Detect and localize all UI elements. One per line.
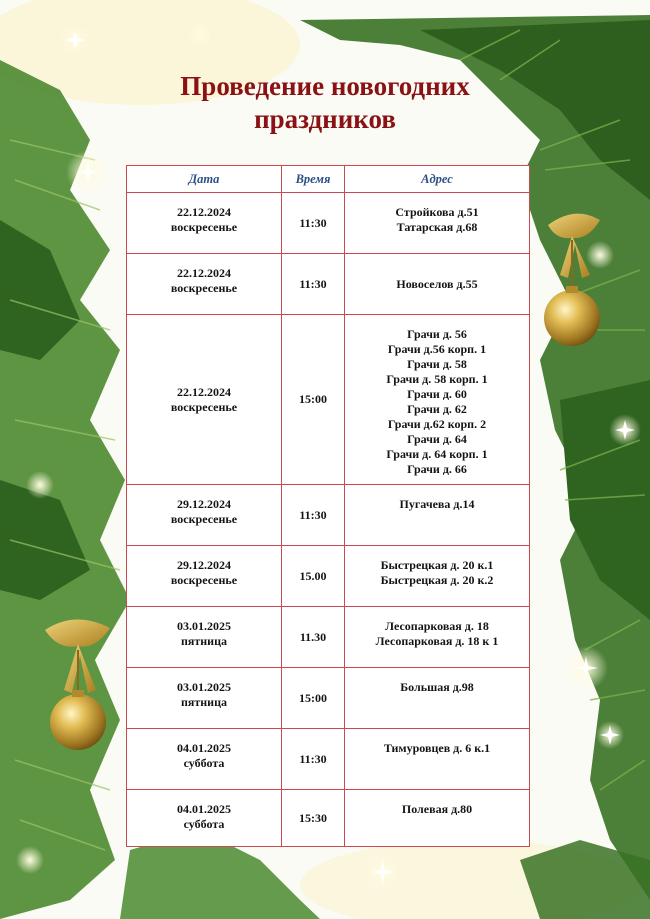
table-row	[127, 668, 530, 729]
date-cell	[127, 790, 282, 847]
time-cell: 11.30	[282, 607, 345, 668]
address-line: Лесопарковая д. 18	[385, 619, 489, 633]
time-cell: 15:30	[282, 790, 345, 847]
date-cell	[127, 193, 282, 254]
time-cell: 11:30	[282, 193, 345, 254]
address-line: Пугачева д.14	[399, 497, 475, 511]
address-cell	[345, 729, 530, 790]
weekday-text: воскресенье	[170, 281, 238, 295]
header-date: Дата	[127, 166, 282, 193]
weekday-text: суббота	[183, 756, 225, 770]
address-cell	[345, 254, 530, 315]
address-line: Грачи д. 66	[407, 462, 467, 476]
date-cell	[127, 668, 282, 729]
title-line-2: праздников	[254, 104, 396, 134]
date-text: 04.01.2025	[177, 802, 231, 816]
date-cell	[127, 546, 282, 607]
table-row	[127, 485, 530, 546]
header-time: Время	[282, 166, 345, 193]
address-cell	[345, 790, 530, 847]
weekday-text: воскресенье	[170, 573, 238, 587]
time-cell: 11:30	[282, 254, 345, 315]
address-line: Грачи д.62 корп. 2	[387, 417, 487, 431]
title-line-1: Проведение новогодних	[180, 71, 470, 101]
time-cell: 15.00	[282, 546, 345, 607]
address-line: Тимуровцев д. 6 к.1	[383, 741, 491, 755]
date-text: 03.01.2025	[177, 619, 231, 633]
header-address: Адрес	[345, 166, 530, 193]
table-row	[127, 607, 530, 668]
time-cell: 15:00	[282, 668, 345, 729]
date-text: 29.12.2024	[177, 497, 231, 511]
address-cell	[345, 668, 530, 729]
address-line: Новоселов д.55	[396, 276, 478, 291]
address-cell	[345, 485, 530, 546]
address-line: Быстрецкая д. 20 к.2	[380, 573, 494, 587]
weekday-text: воскресенье	[170, 399, 238, 414]
table-row	[127, 193, 530, 254]
address-cell	[345, 607, 530, 668]
address-line: Стройкова д.51	[395, 205, 479, 219]
date-text: 22.12.2024	[177, 266, 231, 280]
time-cell: 15:00	[282, 315, 345, 485]
date-text: 22.12.2024	[177, 384, 231, 399]
table-row	[127, 729, 530, 790]
address-line: Лесопарковая д. 18 к 1	[375, 634, 499, 648]
address-cell	[345, 546, 530, 607]
time-cell: 11:30	[282, 485, 345, 546]
address-line: Полевая д.80	[401, 802, 473, 816]
date-text: 29.12.2024	[177, 558, 231, 572]
weekday-text: воскресенье	[170, 220, 238, 234]
address-cell	[345, 315, 530, 485]
address-line: Быстрецкая д. 20 к.1	[380, 558, 494, 572]
date-cell	[127, 485, 282, 546]
date-cell	[127, 254, 282, 315]
date-cell	[127, 729, 282, 790]
weekday-text: пятница	[180, 634, 228, 648]
table-row	[127, 790, 530, 847]
address-cell	[345, 193, 530, 254]
time-cell: 11:30	[282, 729, 345, 790]
weekday-text: суббота	[183, 817, 225, 831]
date-text: 03.01.2025	[177, 680, 231, 694]
table-row	[127, 546, 530, 607]
table-row	[127, 315, 530, 485]
date-text: 04.01.2025	[177, 741, 231, 755]
weekday-text: воскресенье	[170, 512, 238, 526]
address-line: Грачи д. 56	[407, 327, 467, 341]
date-text: 22.12.2024	[177, 205, 231, 219]
address-line: Татарская д.68	[396, 220, 478, 234]
weekday-text: пятница	[180, 695, 228, 709]
address-line: Большая д.98	[400, 680, 474, 694]
address-line: Грачи д. 58	[407, 357, 467, 371]
schedule-table	[126, 165, 530, 847]
address-line: Грачи д. 60	[407, 387, 467, 401]
address-line: Грачи д.56 корп. 1	[387, 342, 487, 356]
table-row	[127, 254, 530, 315]
address-line: Грачи д. 58 корп. 1	[386, 372, 488, 386]
address-line: Грачи д. 62	[407, 402, 467, 416]
date-cell	[127, 607, 282, 668]
page-title	[0, 70, 650, 136]
date-cell	[127, 315, 282, 485]
address-line: Грачи д. 64 корп. 1	[386, 447, 488, 461]
address-line: Грачи д. 64	[407, 432, 467, 446]
table-header-row	[127, 166, 530, 193]
